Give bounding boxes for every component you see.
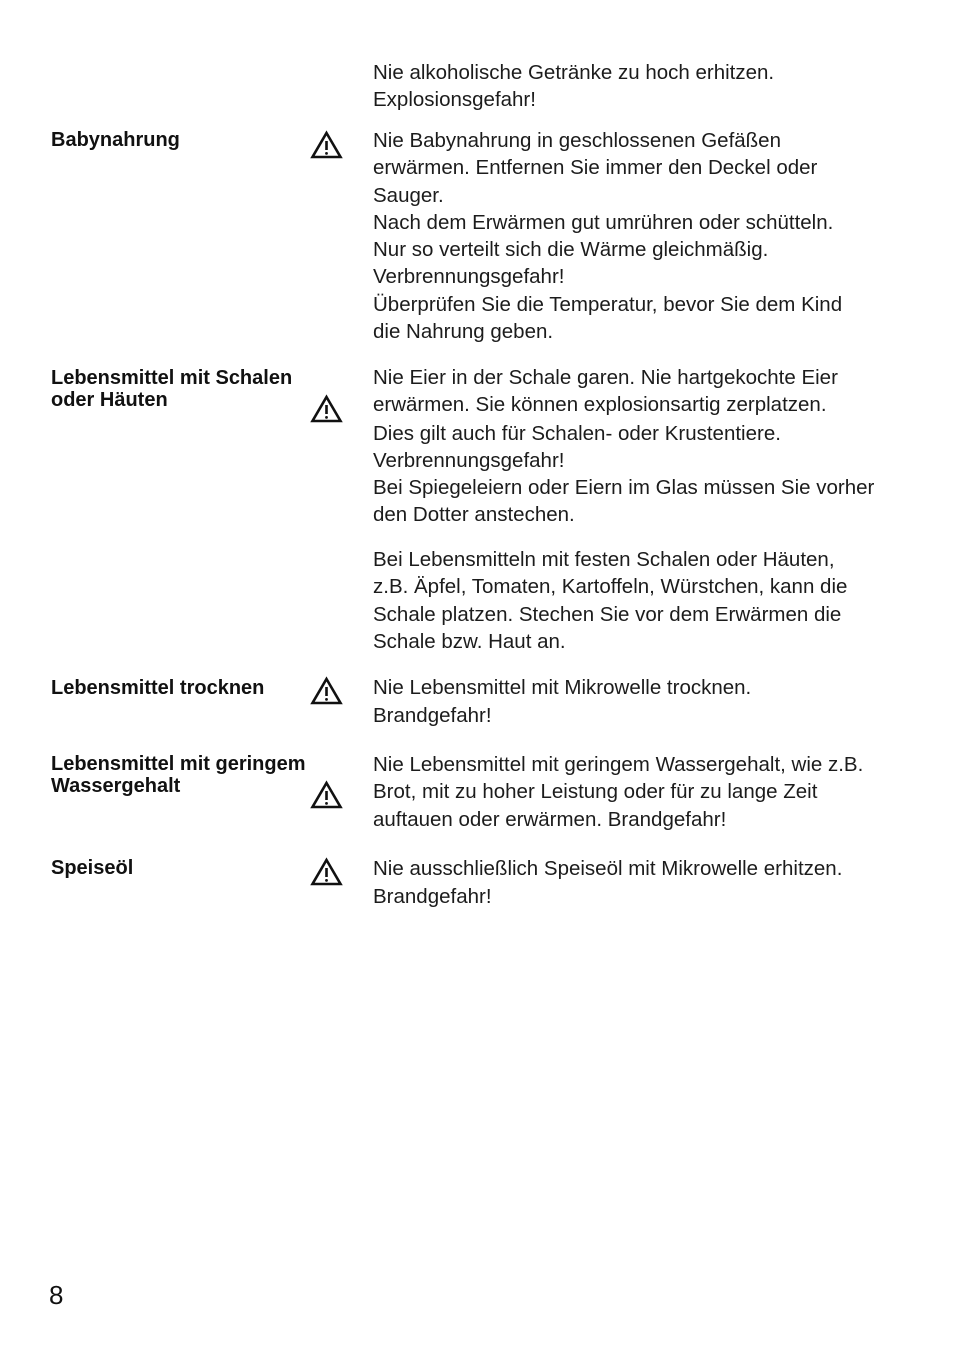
text-line: Brot, mit zu hoher Leistung oder für zu lange Zeit [373, 780, 818, 804]
section-label-speiseoel [51, 857, 341, 879]
text-line: Nie Lebensmittel mit Mikrowelle trocknen. [373, 676, 752, 699]
section-paragraph [373, 364, 913, 529]
text-line: Brandgefahr! [373, 704, 492, 728]
text-line: Nie Lebensmittel mit geringem Wassergehalt, wie z.B. [373, 753, 864, 776]
section-paragraph [373, 674, 913, 730]
text-line: Verbrennungsgefahr! [373, 448, 565, 472]
label-line: oder Häuten [51, 389, 168, 411]
text-line: Bei Lebensmitteln mit festen Schalen oder Häuten, [373, 548, 835, 571]
text-line: Überprüfen Sie die Temperatur, bevor Sie dem Kind [373, 292, 843, 316]
warning-triangle-icon [310, 394, 343, 424]
section-label-trocknen [51, 677, 341, 699]
section-paragraph [373, 546, 913, 655]
warning-triangle-icon [310, 130, 343, 160]
section-label-schalen-haeuten [51, 367, 341, 411]
warning-triangle-icon [310, 780, 343, 810]
text-line: Nie Eier in der Schale garen. Nie hartgekochte Eier [373, 366, 838, 389]
section-paragraph [373, 855, 913, 911]
text-line: Verbrennungsgefahr! [373, 265, 565, 289]
text-line: Nie Babynahrung in geschlossenen Gefäßen [373, 129, 781, 152]
text-line: Bei Spiegeleiern oder Eiern im Glas müssen Sie vorher [373, 476, 875, 500]
text-line: erwärmen. Sie können explosionsartig zerplatzen. [373, 393, 827, 417]
text-line: Schale bzw. Haut an. [373, 629, 566, 653]
label-line: Babynahrung [51, 129, 180, 151]
text-line: Nie ausschließlich Speiseöl mit Mikrowelle erhitzen. [373, 857, 843, 880]
text-line: den Dotter anstechen. [373, 503, 575, 527]
label-line: Wassergehalt [51, 775, 181, 797]
text-line: Nur so verteilt sich die Wärme gleichmäßig. [373, 238, 769, 262]
text-line: Dies gilt auch für Schalen- oder Krustentiere. [373, 421, 781, 445]
text-line: Explosionsgefahr! [373, 88, 536, 112]
text-line: die Nahrung geben. [373, 320, 554, 344]
text-line: auftauen oder erwärmen. Brandgefahr! [373, 807, 727, 831]
text-line: z.B. Äpfel, Tomaten, Kartoffeln, Würstchen, kann die [373, 575, 848, 599]
text-line: Nach dem Erwärmen gut umrühren oder schütteln. [373, 210, 834, 234]
section-label-wassergehalt [51, 753, 341, 797]
label-line: Lebensmittel mit Schalen [51, 367, 293, 389]
section-label-babynahrung [51, 129, 341, 151]
section-paragraph [373, 751, 913, 833]
warning-triangle-icon [310, 857, 343, 887]
text-line: Brandgefahr! [373, 885, 492, 909]
label-line: Lebensmittel mit geringem [51, 753, 306, 775]
page-number: 8 [49, 1280, 64, 1310]
text-line: Nie alkoholische Getränke zu hoch erhitzen. [373, 61, 775, 84]
label-line: Lebensmittel trocknen [51, 677, 265, 699]
text-line: erwärmen. Entfernen Sie immer den Deckel oder [373, 156, 818, 180]
label-line: Speiseöl [51, 857, 134, 879]
text-line: Schale platzen. Stechen Sie vor dem Erwärmen die [373, 602, 842, 626]
text-line: Sauger. [373, 183, 444, 207]
intro-paragraph [373, 59, 913, 114]
section-paragraph [373, 127, 913, 345]
warning-triangle-icon [310, 676, 343, 706]
